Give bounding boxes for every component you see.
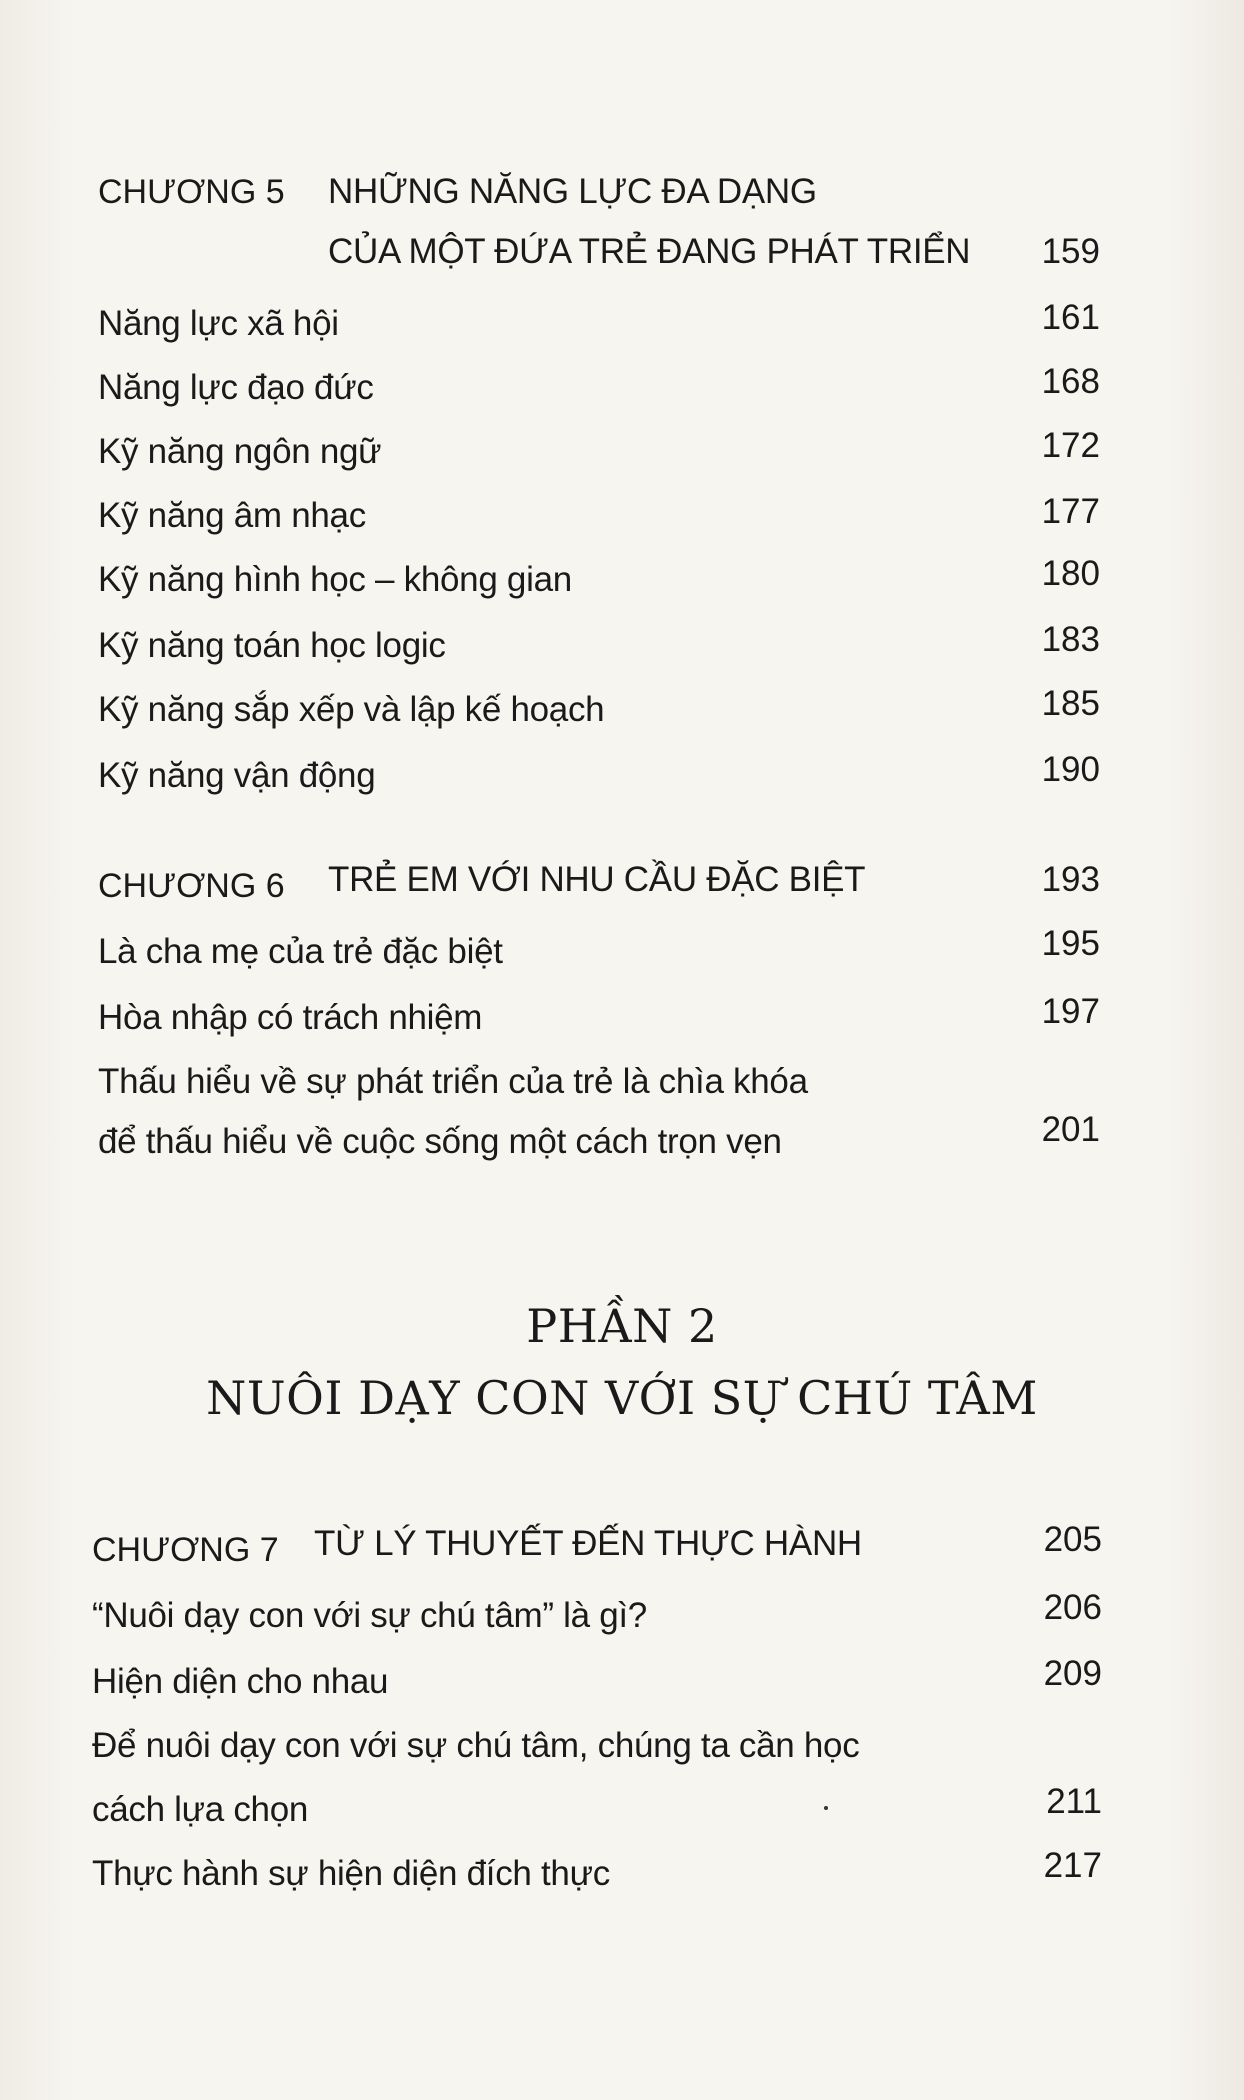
chapter-5-label: CHƯƠNG 5	[98, 173, 285, 211]
chapter-7-page: 205	[1043, 1520, 1102, 1559]
toc-entry: “Nuôi dạy con với sự chú tâm” là gì?	[92, 1596, 647, 1635]
toc-entry: Thực hành sự hiện diện đích thực	[92, 1854, 610, 1893]
toc-entry: Năng lực xã hội	[98, 304, 339, 343]
toc-entry: Kỹ năng âm nhạc	[98, 496, 366, 535]
toc-entry: Kỹ năng hình học – không gian	[98, 560, 572, 599]
toc-entry: Là cha mẹ của trẻ đặc biệt	[98, 932, 503, 971]
chapter-6-title: TRẺ EM VỚI NHU CẦU ĐẶC BIỆT	[328, 860, 866, 899]
part-2-label: PHẦN 2	[526, 1299, 718, 1353]
toc-entry-page: 177	[1041, 492, 1100, 531]
toc-entry: Kỹ năng toán học logic	[98, 626, 446, 665]
chapter-5-page: 159	[1041, 232, 1100, 271]
toc-entry: Hòa nhập có trách nhiệm	[98, 998, 483, 1037]
toc-entry-page: 209	[1043, 1654, 1102, 1693]
part-2-title: NUÔI DẠY CON VỚI SỰ CHÚ TÂM	[206, 1371, 1038, 1425]
chapter-7-label: CHƯƠNG 7	[92, 1531, 279, 1569]
toc-entry-multiline-line2: để thấu hiểu về cuộc sống một cách trọn vẹn	[98, 1122, 782, 1161]
toc-entry-multiline-line2: cách lựa chọn	[92, 1790, 309, 1829]
toc-entry: Năng lực đạo đức	[98, 368, 374, 407]
toc-entry: Hiện diện cho nhau	[92, 1662, 389, 1701]
toc-entry-multiline-line1: Thấu hiểu về sự phát triển của trẻ là chìa khóa	[98, 1062, 808, 1101]
toc-entry-page: 172	[1041, 426, 1100, 465]
toc-entry-page: 211	[1046, 1782, 1102, 1821]
toc-entry-page: 190	[1041, 750, 1100, 789]
toc-entry-page: 217	[1043, 1846, 1102, 1885]
toc-entry: Kỹ năng vận động	[98, 756, 376, 795]
ink-speck	[824, 1806, 828, 1810]
toc-entry-page: 185	[1041, 684, 1100, 723]
toc-entry: Kỹ năng sắp xếp và lập kế hoạch	[98, 690, 605, 729]
toc-entry-page: 180	[1041, 554, 1100, 593]
chapter-7-title: TỪ LÝ THUYẾT ĐẾN THỰC HÀNH	[314, 1524, 862, 1563]
chapter-6-page: 193	[1041, 860, 1100, 899]
chapter-5-title-line2: CỦA MỘT ĐỨA TRẺ ĐANG PHÁT TRIỂN	[328, 232, 971, 271]
toc-entry-multiline-line1: Để nuôi dạy con với sự chú tâm, chúng ta cần học	[92, 1726, 860, 1765]
toc-entry-page: 195	[1041, 924, 1100, 963]
toc-entry: Kỹ năng ngôn ngữ	[98, 432, 382, 471]
toc-entry-page: 206	[1043, 1588, 1102, 1627]
toc-entry-page: 168	[1041, 362, 1100, 401]
toc-entry-page: 161	[1041, 298, 1100, 337]
toc-entry-page: 183	[1041, 620, 1100, 659]
chapter-5-title-line1: NHỮNG NĂNG LỰC ĐA DẠNG	[328, 172, 817, 211]
chapter-6-label: CHƯƠNG 6	[98, 867, 285, 905]
toc-entry-page: 197	[1041, 992, 1100, 1031]
toc-entry-page: 201	[1041, 1110, 1100, 1149]
